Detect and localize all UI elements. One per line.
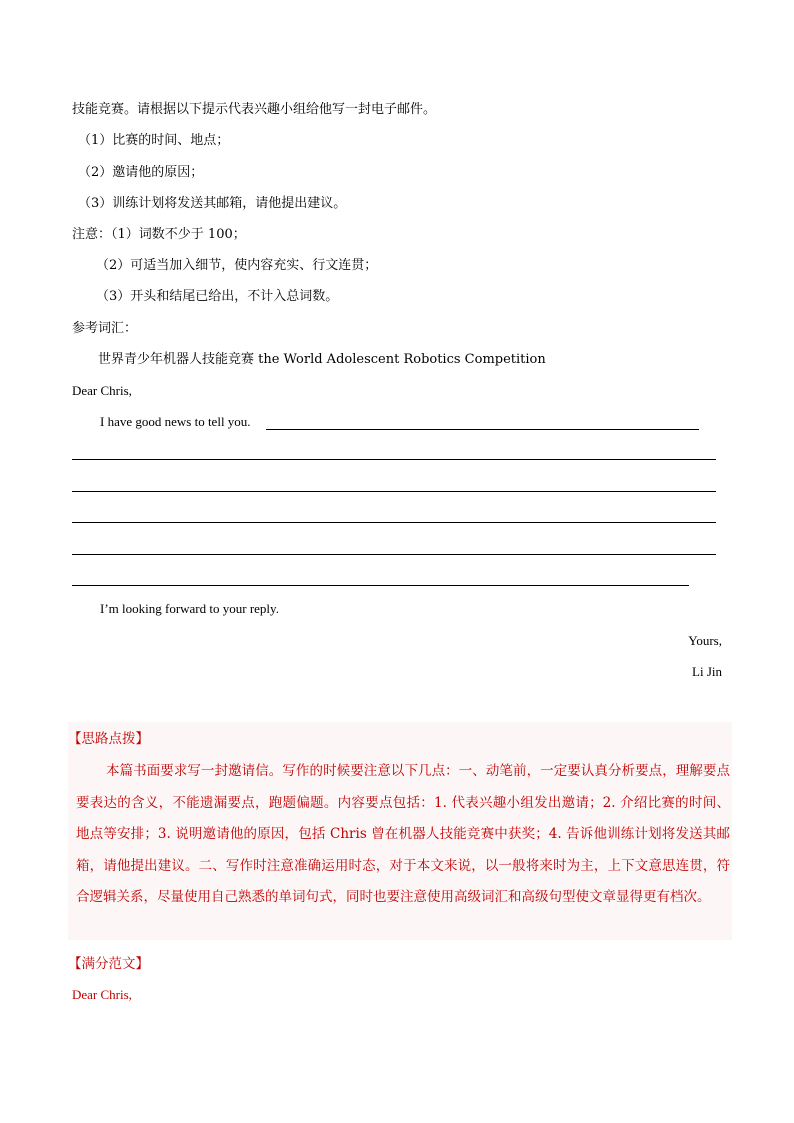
notes-line-1 [72,226,246,244]
letter-greeting: Dear Chris, [72,383,132,398]
answer-line-5[interactable] [72,554,716,555]
hint-body: 本篇书面要求写一封邀请信。写作的时候要注意以下几点：一、动笔前，一定要认真分析要点，理解要点要表达的含义，不能遗漏要点，跑题偏题。内容要点包括：1. 代表兴趣小组发出邀请；2. 介绍比赛的时间、地点等安排；3. 说明邀请他的原因，包括 Chris 曾在机器人技能竞赛中获奖；4. 告诉他训练计划将发送其邮箱，请他提出建议。二、写作时注意准确运用时态，对于本文来说，以一般将来时为主，上下文意思连贯，符合逻辑关系，尽量使用自己熟悉的单词句式，同时也要注意使用高级词汇和高级句型使文章显得更有档次。 [76,763,730,905]
notes-label: 注意： [72,227,112,242]
task-intro: 技能竞赛。请根据以下提示代表兴趣小组给他写一封电子邮件。 [72,102,437,117]
letter-signoff: Yours, [688,633,722,648]
answer-line-6[interactable] [72,585,689,586]
task-point-1: （1）比赛的时间、地点； [78,133,230,148]
note-3: （3）开头和结尾已给出，不计入总词数。 [96,289,339,304]
letter-signature: Li Jin [692,664,722,679]
answer-line-3[interactable] [72,491,716,492]
model-greeting: Dear Chris, [72,987,132,1002]
note-1: （1）词数不少于 100； [111,227,246,242]
answer-line-4[interactable] [72,522,716,523]
task-point-2: （2）邀请他的原因； [78,165,204,180]
task-point-3: （3）训练计划将发送其邮箱，请他提出建议。 [78,196,347,211]
vocab-label: 参考词汇： [72,321,138,336]
model-heading: 【满分范文】 [68,956,149,972]
note-2: （2）可适当加入细节，使内容充实、行文连贯； [96,258,378,273]
letter-closing: I’m looking forward to your reply. [100,601,279,616]
letter-opening: I have good news to tell you. [100,414,251,429]
vocab-entry: 世界青少年机器人技能竞赛 the World Adolescent Robotics Competition [98,352,546,367]
answer-line-2[interactable] [72,459,716,460]
answer-line-1[interactable] [266,429,699,430]
hint-heading: 【思路点拨】 [68,731,149,747]
